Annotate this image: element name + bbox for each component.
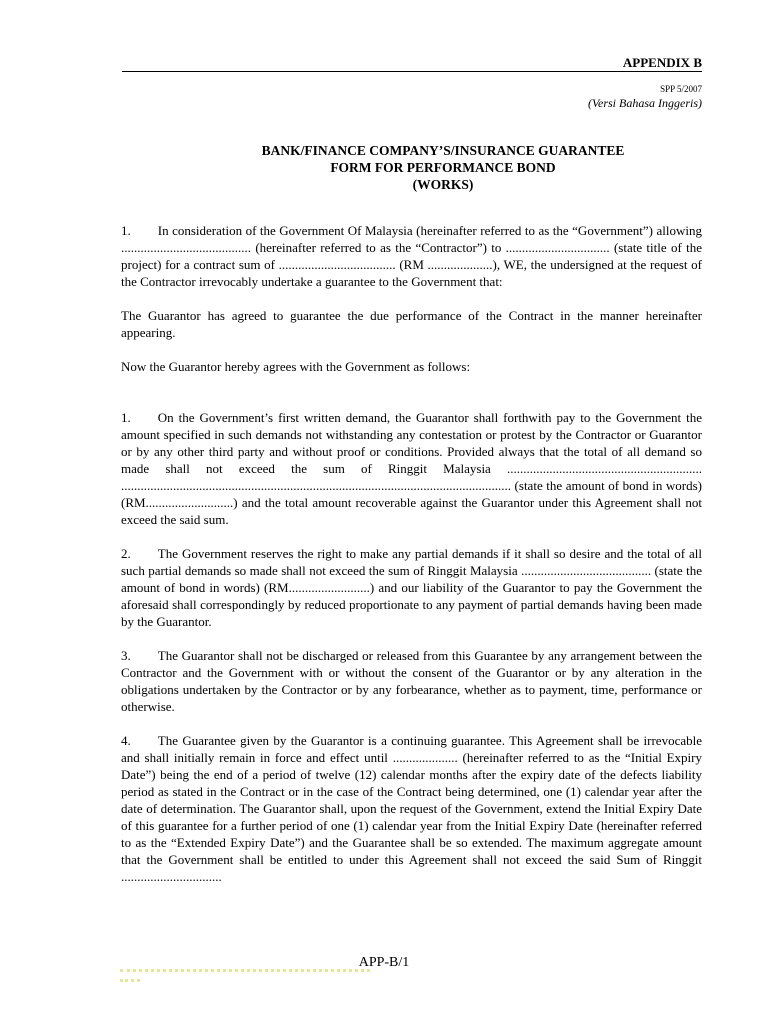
clause-text: The Guarantor shall not be discharged or released from this Guarantee by any arrangement between the Contractor and the Government with or without the consent of the Guarantor or by any alteration in the obligations undertaken by the Contractor or by any forbearance, whether as to payment, time, performance or otherwise. bbox=[121, 648, 702, 714]
paragraph-number: 1. bbox=[121, 223, 131, 238]
intro-paragraph-2: The Guarantor has agreed to guarantee the due performance of the Contract in the manner hereinafter appearing. bbox=[121, 308, 702, 340]
clause-text: On the Government’s first written demand, the Guarantor shall forthwith pay to the Government the amount specified in such demands not withstanding any contestation or protest by the Contractor or Guarantor or by any other third party and without proof or conditions. Provided always that the total of all demand so made shall not exceed the sum of Ringgit Malaysia ............................................................ ........................................................................................................................ (state the amount of bond in words) (RM...........................) and the total amount recoverable against the Guarantor under this Agreement shall not exceed the said sum. bbox=[121, 410, 702, 527]
document-body bbox=[121, 222, 702, 885]
clause-text: The Guarantee given by the Guarantor is a continuing guarantee. This Agreement shall be irrevocable and shall initially remain in force and effect until .................... (hereinafter referred to as the “Initial Expiry Date”) being the end of a period of twelve (12) calendar months after the expiry date of the defects liability period as stated in the Contract or in the case of the Contract being determined, one (1) calendar year after the date of determination. The Guarantor shall, upon the request of the Government, extend the Initial Expiry Date of this guarantee for a further period of one (1) calendar year from the Initial Expiry Date (hereinafter referred to as the “Extended Expiry Date”) and the Guarantee shall be so extended. The maximum aggregate amount that the Government shall be entitled to under this Agreement shall not exceed the said Sum of Ringgit ............................... bbox=[121, 733, 702, 884]
clause-1 bbox=[121, 409, 702, 528]
page-number: APP-B/1 bbox=[358, 955, 410, 970]
spp-reference: SPP 5/2007 bbox=[660, 84, 702, 94]
document-title bbox=[122, 142, 764, 193]
clause-number: 3. bbox=[121, 648, 131, 663]
intro-paragraph-1 bbox=[121, 222, 702, 290]
clause-3 bbox=[121, 647, 702, 715]
clause-2 bbox=[121, 545, 702, 630]
title-line-2: FORM FOR PERFORMANCE BOND bbox=[330, 160, 556, 175]
faint-watermark-text bbox=[120, 969, 380, 987]
clause-number: 2. bbox=[121, 546, 131, 561]
paragraph-text: In consideration of the Government Of Malaysia (hereinafter referred to as the “Government”) allowing ........................................ (hereinafter referred to as the “Contractor”) to ................................ (state title of the project) for a contract sum of .................................... (RM ....................), WE, the undersigned at the request of the Contractor irrevocably undertake a guarantee to the Government that: bbox=[121, 223, 702, 289]
title-line-3: (WORKS) bbox=[412, 177, 474, 192]
intro-paragraph-3: Now the Guarantor hereby agrees with the Government as follows: bbox=[121, 359, 471, 374]
appendix-label: APPENDIX B bbox=[622, 55, 702, 70]
header-rule bbox=[122, 71, 702, 72]
title-line-1: BANK/FINANCE COMPANY’S/INSURANCE GUARANTEE bbox=[261, 143, 625, 158]
clause-4 bbox=[121, 732, 702, 885]
clause-text: The Government reserves the right to make any partial demands if it shall so desire and the total of all such partial demands so made shall not exceed the sum of Ringgit Malaysia ........................................ (state the amount of bond in words) (RM.........................) and our liability of the Guarantor to pay the Government the aforesaid shall correspondingly by reduced proportionate to any payment of partial demands having been made by the Guarantor. bbox=[121, 546, 702, 629]
version-note: (Versi Bahasa Inggeris) bbox=[588, 96, 702, 110]
clause-number: 4. bbox=[121, 733, 131, 748]
clause-number: 1. bbox=[121, 410, 131, 425]
